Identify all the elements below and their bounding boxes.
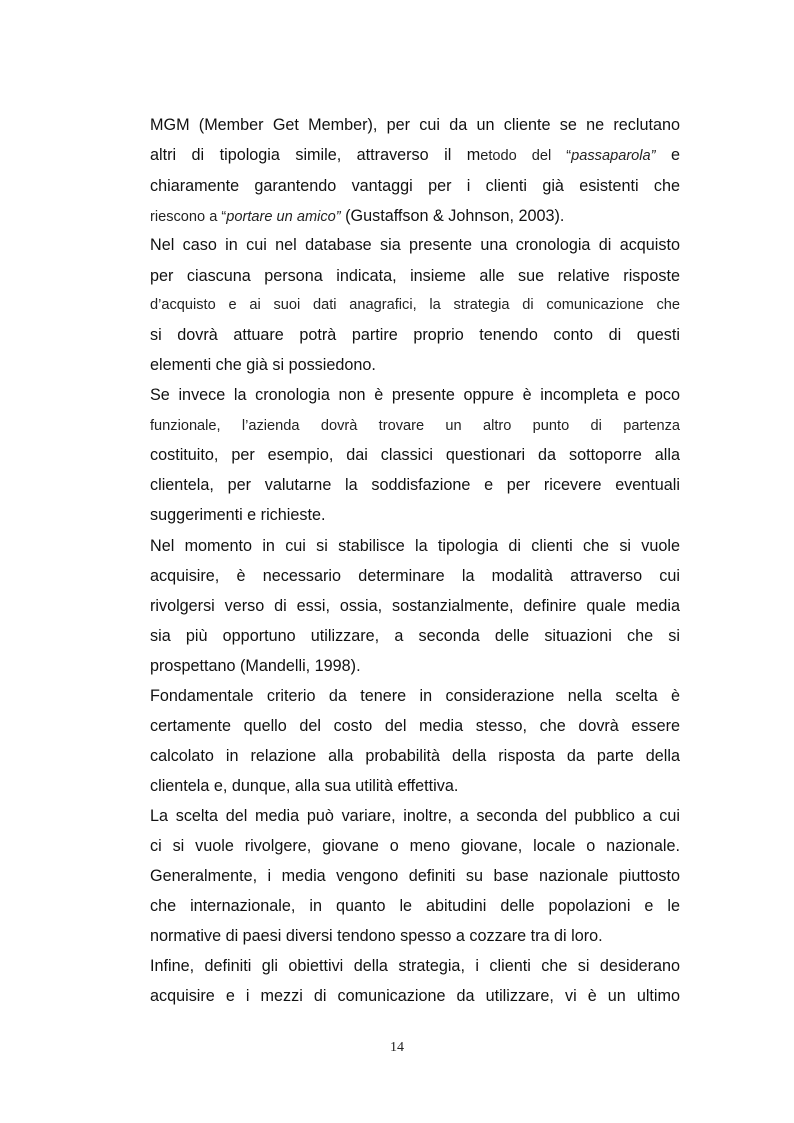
text-line — [150, 350, 680, 380]
text-segment: clientela, per valutarne la soddisfazione e per ricevere eventuali — [150, 476, 680, 494]
text-segment: Generalmente, i media vengono definiti su base nazionale piuttosto — [150, 867, 680, 885]
text-segment: e — [655, 146, 680, 164]
text-line — [150, 470, 680, 500]
text-line — [150, 261, 680, 291]
text-segment: riescono a “ — [150, 209, 227, 225]
text-line — [150, 831, 680, 861]
text-segment: acquisire e i mezzi di comunicazione da utilizzare, vi è un ultimo — [150, 987, 680, 1005]
text-line — [150, 500, 680, 530]
text-segment: etodo del “ — [480, 148, 572, 164]
text-line — [150, 681, 680, 711]
text-segment: Fondamentale criterio da tenere in considerazione nella scelta è — [150, 687, 680, 705]
text-line — [150, 140, 680, 170]
text-segment: elementi che già si possiedono. — [150, 356, 376, 374]
text-line — [150, 171, 680, 201]
text-line — [150, 651, 680, 681]
text-segment: normative di paesi diversi tendono spesso a cozzare tra di loro. — [150, 927, 603, 945]
text-line — [150, 711, 680, 741]
text-line — [150, 861, 680, 891]
text-line — [150, 110, 680, 140]
text-line — [150, 591, 680, 621]
text-segment: si dovrà attuare potrà partire proprio tenendo conto di questi — [150, 326, 680, 344]
text-segment: calcolato in relazione alla probabilità della risposta da parte della — [150, 747, 680, 765]
text-line — [150, 201, 680, 231]
text-segment: per ciascuna persona indicata, insieme alle sue relative risposte — [150, 267, 680, 285]
text-segment: certamente quello del costo del media stesso, che dovrà essere — [150, 717, 680, 735]
text-line — [150, 981, 680, 1011]
text-line — [150, 561, 680, 591]
text-line — [150, 410, 680, 440]
text-line — [150, 741, 680, 771]
text-segment: Nel caso in cui nel database sia presente una cronologia di acquisto — [150, 236, 680, 254]
text-segment: d’acquisto e ai suoi dati anagrafici, la strategia di comunicazione che — [150, 297, 680, 313]
text-line — [150, 801, 680, 831]
text-segment: altri di tipologia simile, attraverso il m — [150, 146, 481, 164]
text-segment: che internazionale, in quanto le abitudini delle popolazioni e le — [150, 897, 680, 915]
page-number: 14 — [390, 1040, 404, 1055]
text-line — [150, 771, 680, 801]
text-line — [150, 320, 680, 350]
text-segment: funzionale, l’azienda dovrà trovare un altro punto di partenza — [150, 418, 680, 434]
text-segment: portare un amico” — [226, 209, 341, 225]
text-line — [150, 921, 680, 951]
text-segment: suggerimenti e richieste. — [150, 506, 326, 524]
text-segment: passaparola” — [571, 148, 656, 164]
text-segment: ci si vuole rivolgere, giovane o meno giovane, locale o nazionale. — [150, 837, 680, 855]
text-line — [150, 891, 680, 921]
text-segment: MGM (Member Get Member), per cui da un cliente se ne reclutano — [150, 116, 680, 134]
text-line — [150, 380, 680, 410]
text-segment: clientela e, dunque, alla sua utilità effettiva. — [150, 777, 459, 795]
text-line — [150, 230, 680, 260]
text-segment: Infine, definiti gli obiettivi della strategia, i clienti che si desiderano — [150, 957, 680, 975]
text-segment: sia più opportuno utilizzare, a seconda delle situazioni che si — [150, 627, 680, 645]
text-segment: La scelta del media può variare, inoltre, a seconda del pubblico a cui — [150, 807, 680, 825]
text-segment: Se invece la cronologia non è presente oppure è incompleta e poco — [150, 386, 680, 404]
text-line — [150, 951, 680, 981]
text-line — [150, 440, 680, 470]
text-line — [150, 289, 680, 319]
text-segment: Nel momento in cui si stabilisce la tipologia di clienti che si vuole — [150, 537, 680, 555]
text-segment: costituito, per esempio, dai classici questionari da sottoporre alla — [150, 446, 680, 464]
text-line — [150, 621, 680, 651]
text-segment: prospettano (Mandelli, 1998). — [150, 657, 361, 675]
text-segment: acquisire, è necessario determinare la modalità attraverso cui — [150, 567, 680, 585]
text-line — [150, 531, 680, 561]
text-segment: rivolgersi verso di essi, ossia, sostanzialmente, definire quale media — [150, 597, 680, 615]
text-segment: chiaramente garantendo vantaggi per i clienti già esistenti che — [150, 177, 680, 195]
text-segment: (Gustaffson & Johnson, 2003). — [340, 207, 565, 225]
